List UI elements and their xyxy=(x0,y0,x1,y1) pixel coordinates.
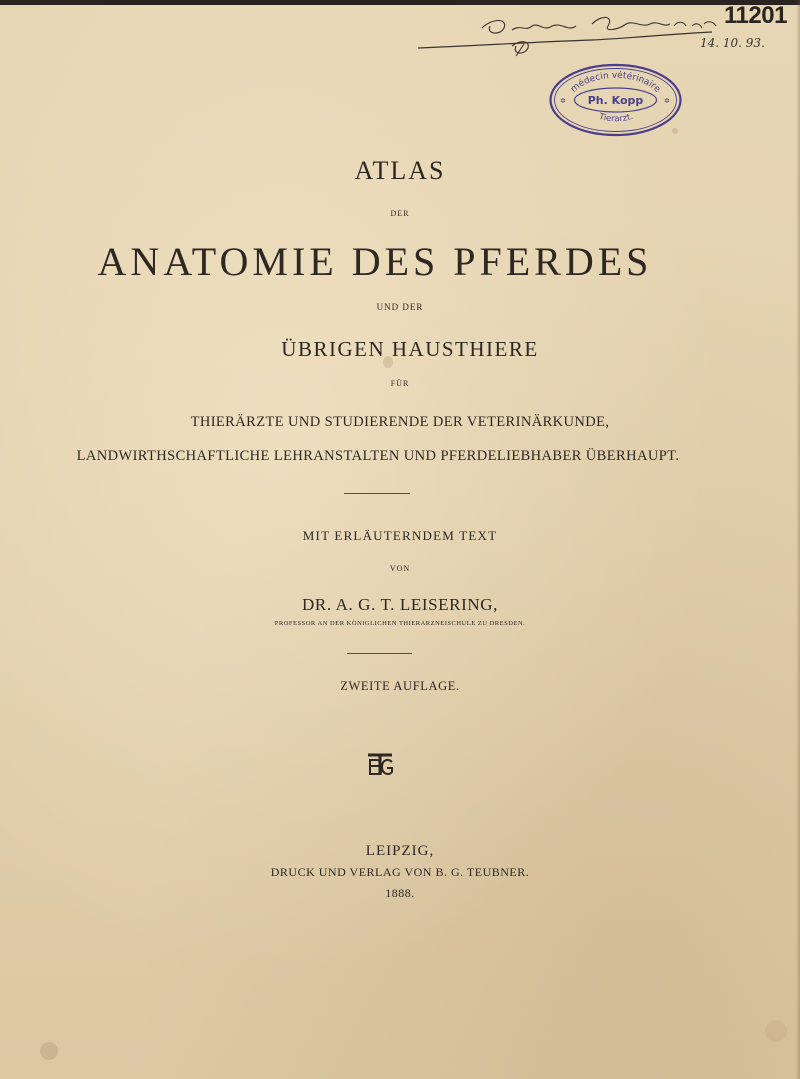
foxing-spot xyxy=(765,1020,787,1042)
second-title: ÜBRIGEN HAUSTHIERE xyxy=(281,337,539,361)
svg-text:✲: ✲ xyxy=(664,97,670,105)
catalog-number: 11201 xyxy=(724,2,787,29)
stamp-center-text: Ph. Kopp xyxy=(587,94,644,107)
svg-text:Tierarzt. xyxy=(597,111,635,124)
audience-line-1: THIERÄRZTE UND STUDIERENDE DER VETERINÄRKUNDE, xyxy=(190,414,610,430)
author-name: DR. A. G. T. LEISERING, xyxy=(302,595,498,614)
foxing-spot xyxy=(40,1042,58,1060)
page-title: ATLAS xyxy=(354,156,446,185)
publisher-line: DRUCK UND VERLAG VON B. G. TEUBNER. xyxy=(270,865,530,879)
stamp-bottom-text: Tierarzt. xyxy=(597,111,635,125)
audience-line-2: LANDWIRTHSCHAFTLICHE LEHRANSTALTEN UND PFERDELIEBHABER ÜBERHAUPT. xyxy=(76,448,680,464)
with-text-line: MIT ERLÄUTERNDEM TEXT xyxy=(302,528,498,543)
handwritten-date: 14. 10. 93. xyxy=(700,36,765,50)
publication-year: 1888. xyxy=(385,886,415,900)
connector-fuer: FÜR xyxy=(390,379,410,388)
handwritten-signature xyxy=(412,10,732,58)
divider-rule xyxy=(344,493,410,494)
page-top-edge xyxy=(0,0,800,5)
stamp-top-text: médecin vétérinaire xyxy=(569,70,663,95)
connector-der: DER xyxy=(390,209,410,218)
divider-rule xyxy=(347,653,412,654)
edition-line: ZWEITE AUFLAGE. xyxy=(340,679,460,693)
connector-und-der: UND DER xyxy=(376,302,424,312)
owner-stamp xyxy=(548,62,683,138)
publisher-monogram-icon xyxy=(365,750,395,780)
publication-city: LEIPZIG, xyxy=(365,843,435,859)
main-title: ANATOMIE DES PFERDES xyxy=(97,239,653,284)
svg-text:✲: ✲ xyxy=(560,97,566,105)
author-title: PROFESSOR AN DER KÖNIGLICHEN THIERARZNEISCHULE ZU DRESDEN. xyxy=(274,620,526,627)
connector-von: VON xyxy=(389,564,411,573)
